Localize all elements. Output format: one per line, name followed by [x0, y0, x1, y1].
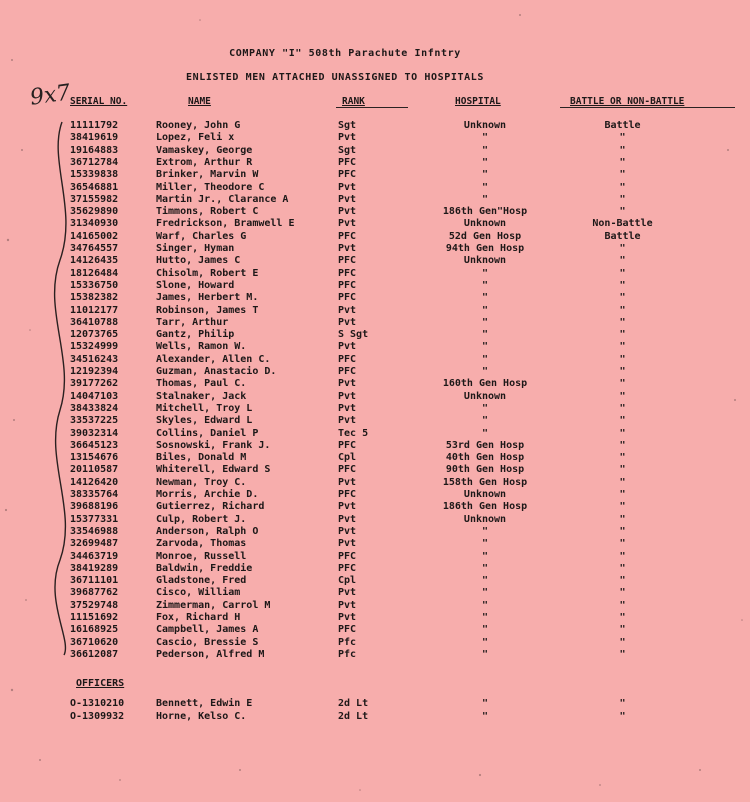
table-row [0, 157, 750, 169]
battle-status: " [619, 427, 626, 439]
rank: Pvt [338, 402, 357, 414]
header-rank: RANK [342, 96, 365, 107]
soldier-name: Brinker, Marvin W [156, 169, 259, 181]
rank: 2d Lt [338, 710, 369, 722]
hospital: 94th Gen Hosp [445, 243, 525, 254]
soldier-name: Singer, Hyman [156, 243, 235, 254]
hospital: " [481, 366, 489, 377]
serial-number: 36710620 [70, 636, 119, 648]
soldier-name: Thomas, Paul C. [156, 378, 247, 390]
hospital: " [481, 193, 489, 205]
rank: Pvt [338, 501, 357, 513]
serial-number: 12192394 [70, 366, 119, 377]
hospital: " [481, 587, 489, 599]
battle-status: " [619, 538, 626, 550]
rank: PFC [338, 562, 357, 574]
table-row [0, 501, 750, 513]
serial-number: 37529748 [70, 599, 119, 611]
rank: PFC [338, 169, 357, 181]
table-row [0, 243, 750, 255]
company-title: COMPANY "I" 508th Parachute Infntry [229, 48, 461, 59]
rank: Pvt [338, 587, 357, 599]
table-row [0, 489, 750, 501]
hospital: " [481, 612, 489, 623]
hospital: " [481, 599, 489, 611]
soldier-name: Vamaskey, George [156, 144, 253, 156]
battle-status: " [619, 144, 626, 156]
battle-status: " [619, 193, 626, 205]
serial-number: 39688196 [70, 501, 119, 513]
battle-status: " [619, 243, 626, 254]
handwritten-mark: 9x7 [28, 80, 72, 111]
soldier-name: Pederson, Alfred M [156, 648, 265, 660]
serial-number: 36546881 [70, 181, 119, 193]
serial-number: 39032314 [70, 427, 119, 439]
serial-number: 31340930 [70, 218, 119, 230]
rank: Pvt [338, 390, 357, 402]
rank: Tec 5 [338, 427, 369, 439]
battle-status: Battle [604, 230, 641, 242]
hospital: 90th Gen Hosp [445, 464, 525, 476]
battle-status: " [619, 206, 626, 218]
serial-number: 15377331 [70, 513, 119, 525]
soldier-name: Martin Jr., Clarance A [156, 193, 289, 205]
table-row [0, 587, 750, 599]
table-row [0, 292, 750, 304]
battle-status: " [619, 648, 626, 660]
table-row [0, 120, 750, 132]
serial-number: 34463719 [70, 550, 119, 562]
battle-status: " [619, 489, 626, 500]
table-row [0, 378, 750, 390]
battle-underline [560, 107, 735, 108]
table-row [0, 514, 750, 526]
soldier-name: Collins, Daniel P [156, 427, 259, 439]
rank: Pvt [338, 538, 357, 550]
rank: PFC [338, 366, 357, 377]
serial-number: 39687762 [70, 587, 119, 599]
hospital: " [481, 132, 489, 144]
battle-status: " [619, 378, 626, 390]
header-name: NAME [188, 96, 211, 107]
soldier-name: Miller, Theodore C [156, 181, 265, 193]
battle-status: " [619, 550, 626, 562]
hospital: " [481, 648, 489, 660]
battle-status: " [619, 612, 626, 623]
soldier-name: Extrom, Arthur R [156, 156, 253, 168]
rank: PFC [338, 279, 357, 291]
table-row [0, 600, 750, 612]
rank: Cpl [338, 452, 357, 464]
serial-number: O-1310210 [70, 698, 125, 709]
soldier-name: Gantz, Philip [156, 329, 235, 341]
table-row [0, 255, 750, 267]
battle-status: " [619, 476, 626, 488]
table-row [0, 268, 750, 280]
rank: Pvt [338, 513, 357, 525]
hospital: " [481, 698, 489, 709]
serial-number: 13154676 [70, 452, 119, 464]
table-row [0, 440, 750, 452]
hospital: 158th Gen Hosp [442, 476, 528, 488]
soldier-name: Gladstone, Fred [156, 575, 247, 587]
table-row [0, 711, 750, 723]
serial-number: 36645123 [70, 439, 119, 451]
soldier-name: Guzman, Anastacio D. [156, 366, 277, 377]
table-row [0, 649, 750, 661]
header-hospital: HOSPITAL [455, 96, 501, 107]
hospital: " [481, 710, 489, 722]
serial-number: 34764557 [70, 243, 119, 254]
battle-status: " [619, 132, 626, 144]
soldier-name: Fox, Richard H [156, 612, 241, 623]
rank: Cpl [338, 575, 357, 587]
serial-number: 36711101 [70, 575, 119, 587]
hospital: Unknown [463, 513, 507, 525]
table-row [0, 145, 750, 157]
table-row [0, 612, 750, 624]
soldier-name: Gutierrez, Richard [156, 501, 265, 513]
rank: Pvt [338, 415, 357, 427]
hospital: " [481, 181, 489, 193]
soldier-name: Monroe, Russell [156, 550, 247, 562]
serial-number: 35629890 [70, 206, 119, 218]
battle-status: " [619, 415, 626, 427]
table-row [0, 305, 750, 317]
table-row [0, 194, 750, 206]
soldier-name: Chisolm, Robert E [156, 267, 259, 279]
serial-number: 14165002 [70, 230, 119, 242]
hospital: Unknown [463, 218, 507, 230]
soldier-name: Skyles, Edward L [156, 415, 253, 427]
table-row [0, 366, 750, 378]
battle-status: " [619, 181, 626, 193]
soldier-name: Alexander, Allen C. [156, 353, 271, 365]
serial-number: 16168925 [70, 624, 119, 636]
serial-number: 34516243 [70, 353, 119, 365]
battle-status: " [619, 353, 626, 365]
rank: Pfc [338, 648, 357, 660]
rank: PFC [338, 292, 357, 304]
serial-number: O-1309932 [70, 710, 125, 722]
hospital: " [481, 267, 489, 279]
battle-status: " [619, 316, 626, 328]
hospital: Unknown [463, 120, 507, 131]
soldier-name: Horne, Kelso C. [156, 710, 247, 722]
rank: PFC [338, 464, 357, 476]
soldier-name: Tarr, Arthur [156, 316, 229, 328]
rank: PFC [338, 267, 357, 279]
serial-number: 11012177 [70, 304, 119, 316]
hospital: " [481, 279, 489, 291]
rank: Pvt [338, 193, 357, 205]
serial-number: 36712784 [70, 156, 119, 168]
rank: PFC [338, 624, 357, 636]
soldier-name: Lopez, Feli x [156, 132, 235, 144]
table-row [0, 538, 750, 550]
serial-number: 15324999 [70, 341, 119, 353]
hospital: " [481, 550, 489, 562]
battle-status: " [619, 255, 626, 267]
hospital: " [481, 304, 489, 316]
serial-number: 36612087 [70, 648, 119, 660]
rank: PFC [338, 489, 357, 500]
soldier-name: Fredrickson, Bramwell E [156, 218, 295, 230]
table-row [0, 354, 750, 366]
hospital: 40th Gen Hosp [445, 452, 525, 464]
table-row [0, 526, 750, 538]
serial-number: 39177262 [70, 378, 119, 390]
soldier-name: Biles, Donald M [156, 452, 247, 464]
table-row [0, 280, 750, 292]
hospital: " [481, 636, 489, 648]
serial-number: 36410788 [70, 316, 119, 328]
hospital: Unknown [463, 255, 507, 267]
hospital: " [481, 341, 489, 353]
rank: Pvt [338, 476, 357, 488]
serial-number: 37155982 [70, 193, 119, 205]
table-row [0, 637, 750, 649]
header-battle: BATTLE OR NON-BATTLE [570, 96, 685, 107]
rank: Pvt [338, 612, 357, 623]
rank: Pvt [338, 341, 357, 353]
table-row [0, 329, 750, 341]
soldier-name: Whiterell, Edward S [156, 464, 271, 476]
hospital: " [481, 329, 489, 341]
hospital: 52d Gen Hosp [448, 230, 522, 242]
serial-number: 14126420 [70, 476, 119, 488]
serial-number: 11111792 [70, 120, 119, 131]
rank: PFC [338, 230, 357, 242]
table-row [0, 624, 750, 636]
battle-status: " [619, 464, 626, 476]
serial-number: 18126484 [70, 267, 119, 279]
table-row [0, 464, 750, 476]
table-row [0, 403, 750, 415]
serial-number: 32699487 [70, 538, 119, 550]
soldier-name: Wells, Ramon W. [156, 341, 247, 353]
serial-number: 38433824 [70, 402, 119, 414]
rank: Pvt [338, 525, 357, 537]
table-row [0, 698, 750, 710]
table-row [0, 563, 750, 575]
battle-status: " [619, 452, 626, 464]
table-row [0, 452, 750, 464]
battle-status: " [619, 501, 626, 513]
rank: Sgt [338, 120, 357, 131]
serial-number: 38419619 [70, 132, 119, 144]
rank: PFC [338, 439, 357, 451]
soldier-name: Rooney, John G [156, 120, 241, 131]
hospital: " [481, 316, 489, 328]
table-row [0, 218, 750, 230]
hospital: " [481, 525, 489, 537]
table-row [0, 477, 750, 489]
serial-number: 38419289 [70, 562, 119, 574]
table-row [0, 428, 750, 440]
serial-number: 33537225 [70, 415, 119, 427]
rank: Pvt [338, 378, 357, 390]
rank: PFC [338, 255, 357, 267]
rank: Pvt [338, 304, 357, 316]
hospital: Unknown [463, 489, 507, 500]
rank: Pvt [338, 599, 357, 611]
soldier-name: Morris, Archie D. [156, 489, 259, 500]
battle-status: " [619, 156, 626, 168]
hospital: " [481, 402, 489, 414]
soldier-name: Zimmerman, Carrol M [156, 599, 271, 611]
hospital: 186th Gen Hosp [442, 501, 528, 513]
soldier-name: Hutto, James C [156, 255, 241, 267]
rank: Pvt [338, 206, 357, 218]
battle-status: " [619, 279, 626, 291]
table-row [0, 551, 750, 563]
battle-status: " [619, 562, 626, 574]
battle-status: " [619, 169, 626, 181]
soldier-name: Timmons, Robert C [156, 206, 259, 218]
battle-status: " [619, 636, 626, 648]
soldier-name: Anderson, Ralph O [156, 525, 259, 537]
battle-status: " [619, 439, 626, 451]
serial-number: 33546988 [70, 525, 119, 537]
officers-heading: OFFICERS [76, 678, 125, 689]
soldier-name: Warf, Charles G [156, 230, 247, 242]
serial-number: 20110587 [70, 464, 119, 476]
soldier-name: Campbell, James A [156, 624, 259, 636]
serial-number: 11151692 [70, 612, 119, 623]
rank: 2d Lt [338, 698, 369, 709]
rank: PFC [338, 353, 357, 365]
table-row [0, 575, 750, 587]
soldier-name: Slone, Howard [156, 279, 235, 291]
soldier-name: Zarvoda, Thomas [156, 538, 247, 550]
battle-status: " [619, 292, 626, 304]
hospital: 186th Gen"Hosp [442, 206, 528, 218]
battle-status: " [619, 710, 626, 722]
rank: Pvt [338, 243, 357, 254]
hospital: Unknown [463, 390, 507, 402]
battle-status: " [619, 341, 626, 353]
serial-number: 19164883 [70, 144, 119, 156]
serial-number: 14126435 [70, 255, 119, 267]
serial-number: 14047103 [70, 390, 119, 402]
table-row [0, 231, 750, 243]
table-row [0, 415, 750, 427]
rank-underline [336, 107, 408, 108]
table-row [0, 132, 750, 144]
hospital: " [481, 353, 489, 365]
soldier-name: Stalnaker, Jack [156, 390, 247, 402]
battle-status: " [619, 599, 626, 611]
hospital: " [481, 562, 489, 574]
battle-status: " [619, 267, 626, 279]
rank: Pvt [338, 316, 357, 328]
hospital: " [481, 624, 489, 636]
rank: S Sgt [338, 329, 369, 341]
rank: PFC [338, 550, 357, 562]
soldier-name: James, Herbert M. [156, 292, 259, 304]
serial-number: 15382382 [70, 292, 119, 304]
battle-status: Non-Battle [592, 218, 653, 230]
hospital: " [481, 144, 489, 156]
battle-status: " [619, 525, 626, 537]
hospital: " [481, 292, 489, 304]
soldier-name: Culp, Robert J. [156, 513, 247, 525]
soldier-name: Sosnowski, Frank J. [156, 439, 271, 451]
hospital: " [481, 575, 489, 587]
hospital: " [481, 427, 489, 439]
hospital: 53rd Gen Hosp [445, 439, 525, 451]
table-row [0, 169, 750, 181]
soldier-name: Bennett, Edwin E [156, 698, 253, 709]
soldier-name: Mitchell, Troy L [156, 402, 253, 414]
soldier-name: Newman, Troy C. [156, 476, 247, 488]
rank: Pvt [338, 132, 357, 144]
serial-number: 15336750 [70, 279, 119, 291]
battle-status: " [619, 587, 626, 599]
table-row [0, 341, 750, 353]
battle-status: " [619, 513, 626, 525]
table-row [0, 206, 750, 218]
battle-status: " [619, 575, 626, 587]
header-serial: SERIAL NO. [70, 96, 128, 107]
rank: Sgt [338, 144, 357, 156]
soldier-name: Robinson, James T [156, 304, 259, 316]
battle-status: " [619, 304, 626, 316]
rank: Pvt [338, 218, 357, 230]
soldier-name: Cascio, Bressie S [156, 636, 259, 648]
soldier-name: Cisco, William [156, 587, 241, 599]
battle-status: " [619, 698, 626, 709]
serial-number: 12073765 [70, 329, 119, 341]
battle-status: " [619, 402, 626, 414]
hospital: " [481, 538, 489, 550]
hospital: 160th Gen Hosp [442, 378, 528, 390]
hospital: " [481, 415, 489, 427]
battle-status: " [619, 366, 626, 377]
table-row [0, 391, 750, 403]
battle-status: " [619, 329, 626, 341]
table-row [0, 182, 750, 194]
rank: PFC [338, 156, 357, 168]
hospital: " [481, 156, 489, 168]
list-title: ENLISTED MEN ATTACHED UNASSIGNED TO HOSPITALS [186, 72, 484, 83]
soldier-name: Baldwin, Freddie [156, 562, 253, 574]
battle-status: " [619, 624, 626, 636]
serial-number: 15339838 [70, 169, 119, 181]
rank: Pvt [338, 181, 357, 193]
serial-number: 38335764 [70, 489, 119, 500]
table-row [0, 317, 750, 329]
hospital: " [481, 169, 489, 181]
battle-status: " [619, 390, 626, 402]
rank: Pfc [338, 636, 357, 648]
battle-status: Battle [604, 120, 641, 131]
